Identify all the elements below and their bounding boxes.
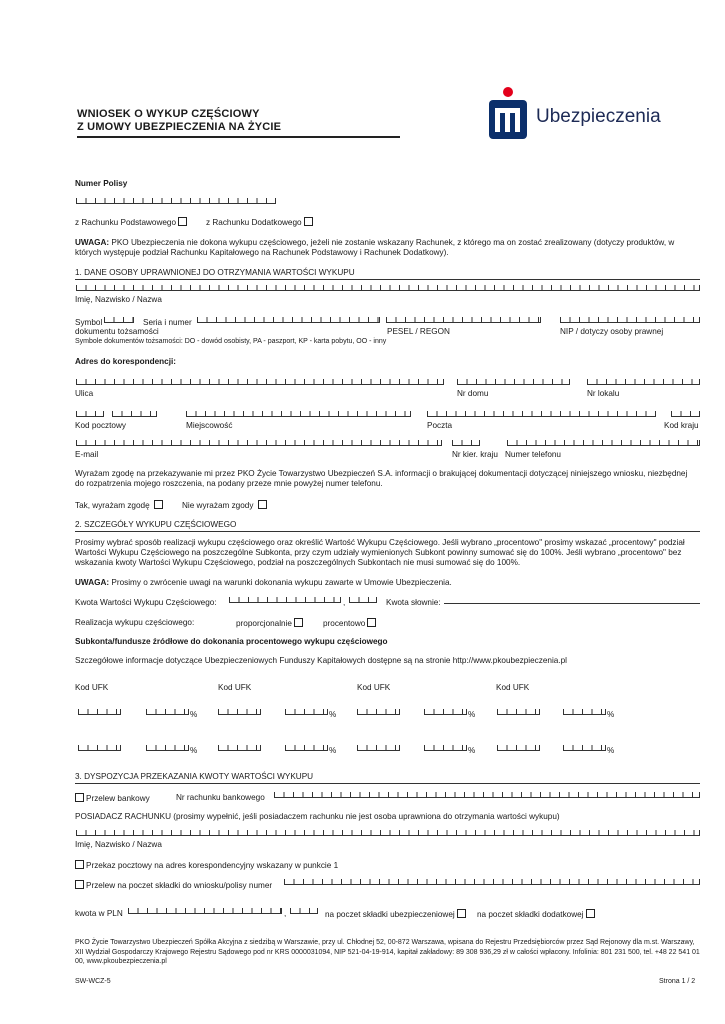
ufk-code-field[interactable] bbox=[497, 745, 540, 751]
address-heading: Adres do korespondencji: bbox=[75, 357, 176, 366]
amount-decimals-field[interactable] bbox=[349, 597, 377, 603]
country-code-field[interactable] bbox=[671, 411, 700, 417]
policy-reference-field[interactable] bbox=[284, 879, 700, 885]
ufk-percent-field[interactable] bbox=[285, 709, 328, 715]
consent-yes-checkbox[interactable] bbox=[154, 500, 163, 509]
postal-order-label: Przekaz pocztowy na adres korespondencyjny wskazany w punkcie 1 bbox=[86, 861, 339, 870]
form-title-line-2: Z UMOWY UBEZPIECZENIA NA ŻYCIE bbox=[77, 121, 282, 133]
pesel-field[interactable] bbox=[386, 317, 541, 323]
base-contribution-option[interactable] bbox=[325, 909, 468, 919]
percent-sign: % bbox=[607, 710, 615, 719]
street-field[interactable] bbox=[76, 379, 444, 385]
account-additional-checkbox[interactable] bbox=[304, 217, 313, 226]
policy-number-label: Numer Polisy bbox=[75, 179, 128, 188]
country-prefix-field[interactable] bbox=[452, 440, 480, 446]
document-label-line-1: Seria i numer bbox=[143, 318, 192, 327]
postal-order-checkbox[interactable] bbox=[75, 860, 84, 869]
consent-yes-option[interactable] bbox=[75, 500, 165, 510]
percent-checkbox[interactable] bbox=[367, 618, 376, 627]
pesel-label: PESEL / REGON bbox=[387, 327, 450, 336]
section-2-rule bbox=[75, 531, 700, 532]
ufk-percent-field[interactable] bbox=[146, 709, 189, 715]
title-underline bbox=[77, 136, 400, 138]
nip-field[interactable] bbox=[560, 317, 700, 323]
base-contribution-label: na poczet składki ubezpieczeniowej bbox=[325, 910, 455, 919]
consent-yes-label: Tak, wyrażam zgodę bbox=[75, 501, 150, 510]
proportional-option[interactable] bbox=[236, 618, 305, 628]
proportional-checkbox[interactable] bbox=[294, 618, 303, 627]
extra-contribution-checkbox[interactable] bbox=[586, 909, 595, 918]
amount-field[interactable] bbox=[229, 597, 341, 603]
amount-pln-decimals-field[interactable] bbox=[290, 908, 318, 914]
amount-pln-field[interactable] bbox=[128, 908, 282, 914]
section-2-heading: 2. SZCZEGÓŁY WYKUPU CZĘŚCIOWEGO bbox=[75, 520, 237, 529]
ufk-percent-field[interactable] bbox=[424, 745, 467, 751]
amount-pln-label: kwota w PLN bbox=[75, 909, 123, 918]
account-basic-label: z Rachunku Podstawowego bbox=[75, 218, 177, 227]
country-code-label: Kod kraju bbox=[664, 421, 699, 430]
account-additional-option[interactable] bbox=[206, 217, 315, 227]
section-2-warning bbox=[75, 578, 452, 587]
contribution-transfer-label: Przelew na poczet składki do wniosku/polisy numer bbox=[86, 881, 273, 890]
consent-text: Wyrażam zgodę na przekazywanie mi przez PKO Życie Towarzystwo Ubezpieczeń S.A. informacji o brakującej dokumentacji dotyczącej niniejszego wniosku, niezbędnej do rozpatrzenia mojego roszczenia, na podany przeze mnie powyżej numer telefonu. bbox=[75, 469, 688, 488]
section-3-heading: 3. DYSPOZYCJA PRZEKAZANIA KWOTY WARTOŚCI WYKUPU bbox=[75, 772, 314, 781]
ufk-label-4: Kod UFK bbox=[496, 683, 530, 692]
amount-label: Kwota Wartości Wykupu Częściowego: bbox=[75, 598, 217, 607]
percent-sign: % bbox=[329, 746, 337, 755]
postal-order-option[interactable] bbox=[73, 860, 338, 870]
funds-info: Szczegółowe informacje dotyczące Ubezpieczeniowych Funduszy Kapitałowych dostępne są na stronie http://www.pkoubezpieczenia.pl bbox=[75, 656, 567, 665]
percent-sign: % bbox=[190, 710, 198, 719]
ufk-label-1: Kod UFK bbox=[75, 683, 109, 692]
house-number-field[interactable] bbox=[457, 379, 570, 385]
section-3-rule bbox=[75, 783, 700, 784]
contribution-transfer-option[interactable] bbox=[73, 880, 272, 890]
post-office-label: Poczta bbox=[427, 421, 453, 430]
nip-label: NIP / dotyczy osoby prawnej bbox=[560, 327, 664, 336]
post-office-field[interactable] bbox=[427, 411, 656, 417]
ufk-percent-field[interactable] bbox=[146, 745, 189, 751]
symbol-label: Symbol bbox=[75, 318, 103, 327]
amount-words-field[interactable] bbox=[444, 603, 700, 604]
consent-no-label: Nie wyrażam zgody bbox=[182, 501, 254, 510]
bank-transfer-option[interactable] bbox=[73, 793, 150, 803]
ufk-percent-field[interactable] bbox=[285, 745, 328, 751]
percent-sign: % bbox=[468, 746, 476, 755]
account-number-field[interactable] bbox=[274, 792, 700, 798]
percent-option[interactable] bbox=[323, 618, 378, 628]
email-label: E-mail bbox=[75, 450, 99, 459]
form-title-line-1: WNIOSEK O WYKUP CZĘŚCIOWY bbox=[77, 108, 260, 120]
ufk-code-field[interactable] bbox=[357, 709, 400, 715]
section-1-rule bbox=[75, 279, 700, 280]
ufk-code-field[interactable] bbox=[218, 709, 261, 715]
phone-field[interactable] bbox=[507, 440, 700, 446]
country-prefix-label: Nr kier. kraju bbox=[452, 450, 498, 459]
funds-heading: Subkonta/fundusze źródłowe do dokonania procentowego wykupu częściowego bbox=[75, 637, 388, 646]
name-field[interactable] bbox=[76, 285, 700, 291]
amount-comma: , bbox=[343, 598, 346, 607]
bank-transfer-checkbox[interactable] bbox=[75, 793, 84, 802]
percent-sign: % bbox=[468, 710, 476, 719]
base-contribution-checkbox[interactable] bbox=[457, 909, 466, 918]
brand-name: Ubezpieczenia bbox=[536, 106, 661, 127]
flat-number-field[interactable] bbox=[587, 379, 700, 385]
bank-transfer-label: Przelew bankowy bbox=[86, 794, 150, 803]
name-label: Imię, Nazwisko / Nazwa bbox=[75, 295, 162, 304]
proportional-label: proporcjonalnie bbox=[236, 619, 292, 628]
email-field[interactable] bbox=[76, 440, 442, 446]
extra-contribution-option[interactable] bbox=[477, 909, 597, 919]
section-2-warning-text: Prosimy o zwrócenie uwagi na warunki dokonania wykupu zawarte w Umowie Ubezpieczenia. bbox=[109, 578, 452, 587]
flat-number-label: Nr lokalu bbox=[587, 389, 620, 398]
percent-label: procentowo bbox=[323, 619, 366, 628]
contribution-transfer-checkbox[interactable] bbox=[75, 880, 84, 889]
percent-sign: % bbox=[329, 710, 337, 719]
account-additional-label: z Rachunku Dodatkowego bbox=[206, 218, 302, 227]
account-holder-name-label: Imię, Nazwisko / Nazwa bbox=[75, 840, 162, 849]
phone-label: Numer telefonu bbox=[505, 450, 561, 459]
warning-lead: UWAGA: bbox=[75, 238, 110, 247]
section-2-warning-lead: UWAGA: bbox=[75, 578, 110, 587]
ufk-percent-field[interactable] bbox=[424, 709, 467, 715]
document-number-field[interactable] bbox=[197, 317, 380, 323]
ufk-label-2: Kod UFK bbox=[218, 683, 252, 692]
ufk-label-3: Kod UFK bbox=[357, 683, 391, 692]
warning-text: PKO Ubezpieczenia nie dokona wykupu częściowego, jeżeli nie zostanie wskazany Rachunek, z którego ma on zostać zrealizowany (dotyczy produktów, w których występuje podział Rachunku Kapitałowego na Rachunek Podstawowy i Rachunek Dodatkowy). bbox=[75, 238, 675, 257]
account-basic-option[interactable] bbox=[75, 217, 189, 227]
ufk-code-field[interactable] bbox=[218, 745, 261, 751]
policy-number-field[interactable] bbox=[76, 198, 276, 204]
ufk-percent-field[interactable] bbox=[563, 745, 606, 751]
realization-label: Realizacja wykupu częściowego: bbox=[75, 618, 195, 627]
street-label: Ulica bbox=[75, 389, 94, 398]
consent-no-option[interactable] bbox=[182, 500, 269, 510]
page-number: Strona 1 / 2 bbox=[659, 978, 696, 985]
document-label-line-2: dokumentu tożsamości bbox=[75, 327, 159, 336]
percent-sign: % bbox=[607, 746, 615, 755]
form-code: SW-WCZ-5 bbox=[75, 978, 111, 985]
zip-code-field-part-1[interactable] bbox=[76, 411, 104, 417]
warning-note bbox=[75, 238, 690, 258]
symbol-field[interactable] bbox=[104, 317, 134, 323]
account-holder-field[interactable] bbox=[76, 830, 700, 836]
account-number-label: Nr rachunku bankowego bbox=[176, 793, 265, 802]
account-basic-checkbox[interactable] bbox=[178, 217, 187, 226]
ufk-code-field[interactable] bbox=[78, 709, 121, 715]
house-number-label: Nr domu bbox=[457, 389, 489, 398]
amount-words-label: Kwota słownie: bbox=[386, 598, 441, 607]
zip-code-label: Kod pocztowy bbox=[75, 421, 126, 430]
section-1-heading: 1. DANE OSOBY UPRAWNIONEJ DO OTRZYMANIA WARTOŚCI WYKUPU bbox=[75, 268, 355, 277]
document-symbols-note: Symbole dokumentów tożsamości: DO - dowód osobisty, PA - paszport, KP - karta pobytu, OO - inny bbox=[75, 338, 387, 345]
amount-pln-comma: , bbox=[284, 909, 287, 918]
percent-sign: % bbox=[190, 746, 198, 755]
pko-logo-icon bbox=[488, 86, 528, 140]
extra-contribution-label: na poczet składki dodatkowej bbox=[477, 910, 584, 919]
city-field[interactable] bbox=[186, 411, 411, 417]
legal-footer: PKO Życie Towarzystwo Ubezpieczeń Spółka Akcyjna z siedzibą w Warszawie, przy ul. Chłodnej 52, 00-872 Warszawa, wpisana do Rejestru Przedsiębiorców przez Sąd Rejonowy dla m.st. Warszawy, XII Wydział Gospodarczy Krajowego Rejestru Sądowego pod nr KRS 0000031094, NIP 521-04-19-914, kapitał zakładowy: 89 308 936,29 zł w całości wpłacony. Infolinia: 801 231 500, tel. +48 22 541 01 00, www.pkoubezpieczenia.pl bbox=[75, 939, 700, 965]
ufk-code-field[interactable] bbox=[357, 745, 400, 751]
ufk-percent-field[interactable] bbox=[563, 709, 606, 715]
ufk-code-field[interactable] bbox=[78, 745, 121, 751]
account-holder-note: POSIADACZ RACHUNKU (prosimy wypełnić, jeśli posiadaczem rachunku nie jest osoba uprawniona do otrzymania wartości wykupu) bbox=[75, 812, 560, 821]
consent-no-checkbox[interactable] bbox=[258, 500, 267, 509]
ufk-code-field[interactable] bbox=[497, 709, 540, 715]
section-2-instructions: Prosimy wybrać sposób realizacji wykupu częściowego oraz określić Wartość Wykupu Częściowego. Jeśli wybrano „procentowo" prosimy wskazać „procentowy" podział Wartości Wykupu Częściowego na poszczególne Subkonta, przy czym udziały wymienionych Subkont powinny sumować się do 100%. Jeśli wybrano „procentowo" bez wskazania kwoty Wartości Wykupu Częściowego, podział na poszczególnych Subkontach nie musi sumować się do 100%. bbox=[75, 538, 685, 567]
city-label: Miejscowość bbox=[186, 421, 233, 430]
zip-code-field-part-2[interactable] bbox=[112, 411, 157, 417]
